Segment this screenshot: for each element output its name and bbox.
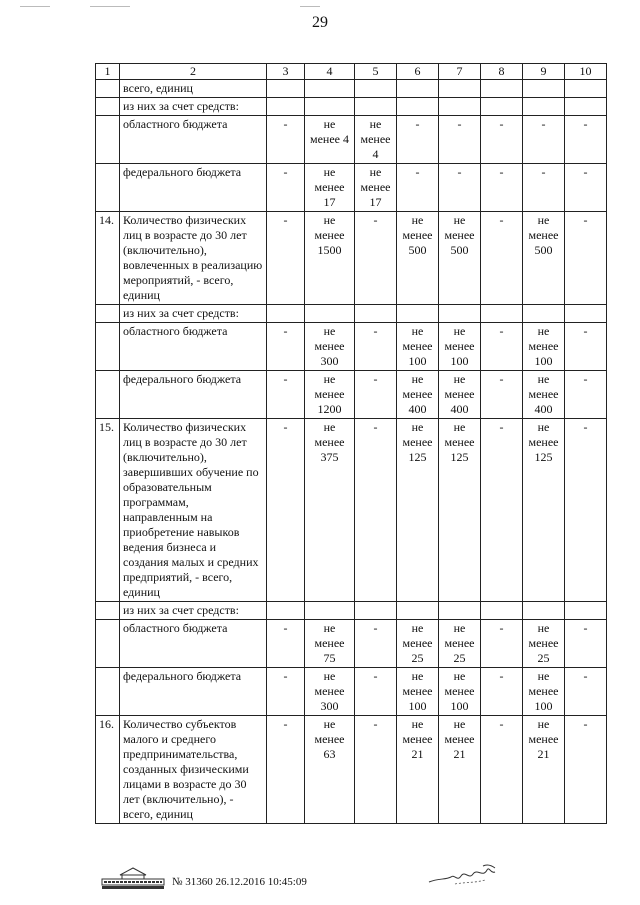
table-row [96, 323, 607, 371]
value-cell: не менее 125 [439, 419, 481, 602]
value-cell: - [355, 323, 397, 371]
value-cell: - [565, 620, 607, 668]
row-number [96, 668, 120, 716]
value-cell: не менее 100 [397, 668, 439, 716]
value-cell: - [355, 716, 397, 824]
header-cell: 8 [481, 64, 523, 80]
row-number [96, 164, 120, 212]
value-cell: не менее 400 [439, 371, 481, 419]
value-cell [305, 305, 355, 323]
table-row [96, 716, 607, 824]
row-number [96, 80, 120, 98]
value-cell: не менее 400 [523, 371, 565, 419]
value-cell: не менее 4 [355, 116, 397, 164]
value-cell [305, 602, 355, 620]
value-cell: не менее 500 [439, 212, 481, 305]
row-label: из них за счет средств: [120, 98, 267, 116]
header-cell: 5 [355, 64, 397, 80]
page-number: 29 [312, 14, 328, 31]
value-cell [565, 98, 607, 116]
value-cell: не менее 25 [523, 620, 565, 668]
value-cell: - [565, 371, 607, 419]
value-cell [565, 80, 607, 98]
value-cell [439, 80, 481, 98]
value-cell [481, 305, 523, 323]
row-label: Количество субъектов малого и среднего предпринимательства, созданных физическими лицами в возрасте до 30 лет (включительно), - всего, единиц [120, 716, 267, 824]
row-number [96, 323, 120, 371]
value-cell: - [267, 419, 305, 602]
value-cell: - [565, 116, 607, 164]
value-cell [355, 305, 397, 323]
header-cell: 2 [120, 64, 267, 80]
value-cell: - [267, 323, 305, 371]
registration-stamp-text: № 31360 26.12.2016 10:45:09 [172, 876, 307, 888]
value-cell: - [481, 164, 523, 212]
table-row [96, 668, 607, 716]
value-cell: - [565, 212, 607, 305]
value-cell: не менее 300 [305, 323, 355, 371]
header-cell: 7 [439, 64, 481, 80]
value-cell [565, 602, 607, 620]
value-cell: не менее 1500 [305, 212, 355, 305]
value-cell: - [439, 164, 481, 212]
value-cell: не менее 100 [397, 323, 439, 371]
row-number [96, 371, 120, 419]
value-cell: - [481, 716, 523, 824]
value-cell: не менее 375 [305, 419, 355, 602]
value-cell: - [481, 419, 523, 602]
value-cell [355, 80, 397, 98]
table-row [96, 620, 607, 668]
row-number: 14. [96, 212, 120, 305]
value-cell: - [355, 371, 397, 419]
value-cell: не менее 125 [523, 419, 565, 602]
table-row [96, 80, 607, 98]
value-cell: - [481, 212, 523, 305]
value-cell: - [397, 116, 439, 164]
value-cell: - [481, 371, 523, 419]
value-cell [439, 305, 481, 323]
value-cell: - [267, 212, 305, 305]
value-cell: - [481, 668, 523, 716]
row-number: 16. [96, 716, 120, 824]
value-cell: не менее 4 [305, 116, 355, 164]
value-cell: - [397, 164, 439, 212]
row-label: из них за счет средств: [120, 602, 267, 620]
value-cell: не менее 500 [523, 212, 565, 305]
header-cell: 1 [96, 64, 120, 80]
table-header-row [96, 64, 607, 80]
row-label: из них за счет средств: [120, 305, 267, 323]
value-cell: - [565, 164, 607, 212]
header-cell: 6 [397, 64, 439, 80]
value-cell: не менее 400 [397, 371, 439, 419]
value-cell [267, 80, 305, 98]
table-row [96, 419, 607, 602]
value-cell: - [355, 212, 397, 305]
value-cell [481, 602, 523, 620]
table-row [96, 305, 607, 323]
table-row [96, 212, 607, 305]
value-cell: не менее 1200 [305, 371, 355, 419]
value-cell: не менее 25 [397, 620, 439, 668]
signature-icon [425, 856, 535, 892]
value-cell: - [355, 419, 397, 602]
value-cell [305, 80, 355, 98]
table-row [96, 116, 607, 164]
value-cell [439, 602, 481, 620]
value-cell [267, 305, 305, 323]
row-label: федерального бюджета [120, 164, 267, 212]
value-cell [523, 98, 565, 116]
value-cell [267, 98, 305, 116]
value-cell [397, 602, 439, 620]
value-cell [523, 80, 565, 98]
value-cell: - [565, 323, 607, 371]
row-number [96, 602, 120, 620]
value-cell: не менее 100 [523, 668, 565, 716]
row-label: Количество физических лиц в возрасте до 30 лет (включительно), вовлеченных в реализацию мероприятий, - всего, единиц [120, 212, 267, 305]
value-cell [305, 98, 355, 116]
value-cell: - [267, 164, 305, 212]
value-cell: не менее 300 [305, 668, 355, 716]
indicators-table [95, 63, 607, 824]
row-label: областного бюджета [120, 323, 267, 371]
value-cell [523, 305, 565, 323]
value-cell: - [267, 371, 305, 419]
value-cell: - [267, 716, 305, 824]
row-number [96, 98, 120, 116]
value-cell: не менее 500 [397, 212, 439, 305]
value-cell: не менее 125 [397, 419, 439, 602]
row-label: федерального бюджета [120, 668, 267, 716]
header-cell: 4 [305, 64, 355, 80]
value-cell: - [565, 419, 607, 602]
value-cell [397, 305, 439, 323]
value-cell: - [355, 668, 397, 716]
row-number [96, 116, 120, 164]
table-row [96, 602, 607, 620]
value-cell: - [481, 323, 523, 371]
registry-stamp-icon [100, 866, 166, 890]
value-cell: - [523, 116, 565, 164]
header-cell: 10 [565, 64, 607, 80]
value-cell: не менее 100 [439, 668, 481, 716]
value-cell: - [481, 620, 523, 668]
value-cell: - [267, 668, 305, 716]
value-cell: не менее 17 [305, 164, 355, 212]
value-cell: не менее 100 [439, 323, 481, 371]
value-cell [481, 80, 523, 98]
table-row [96, 98, 607, 116]
page-footer [100, 866, 600, 896]
value-cell: - [565, 716, 607, 824]
value-cell: не менее 75 [305, 620, 355, 668]
row-label: Количество физических лиц в возрасте до 30 лет (включительно), завершивших обучение по образовательным программам, направленным на приобретение навыков ведения бизнеса и создания малых и средних предприятий, - всего, единиц [120, 419, 267, 602]
row-label: областного бюджета [120, 116, 267, 164]
value-cell: - [267, 116, 305, 164]
value-cell [267, 602, 305, 620]
value-cell [565, 305, 607, 323]
row-label: областного бюджета [120, 620, 267, 668]
value-cell [481, 98, 523, 116]
row-number [96, 305, 120, 323]
value-cell: не менее 21 [397, 716, 439, 824]
row-number: 15. [96, 419, 120, 602]
value-cell [439, 98, 481, 116]
value-cell: не менее 17 [355, 164, 397, 212]
value-cell: - [523, 164, 565, 212]
value-cell: не менее 25 [439, 620, 481, 668]
table-row [96, 164, 607, 212]
header-cell: 3 [267, 64, 305, 80]
value-cell [355, 98, 397, 116]
row-number [96, 620, 120, 668]
value-cell [397, 98, 439, 116]
value-cell [397, 80, 439, 98]
value-cell [355, 602, 397, 620]
value-cell: не менее 21 [523, 716, 565, 824]
row-label: федерального бюджета [120, 371, 267, 419]
table-row [96, 371, 607, 419]
value-cell: не менее 100 [523, 323, 565, 371]
value-cell: - [355, 620, 397, 668]
value-cell: - [481, 116, 523, 164]
row-label: всего, единиц [120, 80, 267, 98]
value-cell: - [267, 620, 305, 668]
header-cell: 9 [523, 64, 565, 80]
value-cell: не менее 21 [439, 716, 481, 824]
value-cell [523, 602, 565, 620]
value-cell: не менее 63 [305, 716, 355, 824]
value-cell: - [439, 116, 481, 164]
value-cell: - [565, 668, 607, 716]
